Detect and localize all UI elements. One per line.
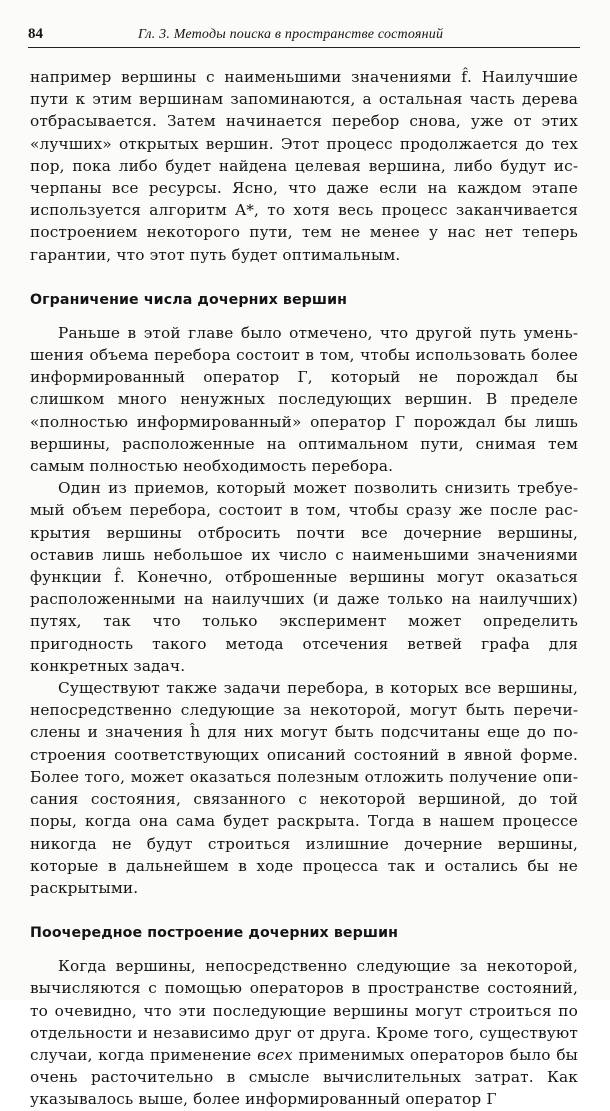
section-heading-sequential-children: Поочередное построение дочерних вершин — [30, 925, 399, 942]
header-rule — [28, 47, 580, 48]
paragraph — [30, 955, 578, 1110]
page-number: 84 — [28, 26, 43, 42]
emphasized-word: всех — [257, 1045, 293, 1064]
paragraph: Существуют также задачи перебора, в которых все вершины, непосредственно следующие за некоторой, могут быть перечислены и значения ĥ для них могут быть подсчитаны еще до построения соответствующих описаний состояний в явной форме. Более того, может оказаться полезным отложить получение описания состояния, связанного с некоторой вершиной, до той поры, когда она сама будет раскрыта. Тогда в нашем процессе никогда не будут строиться излишние дочерние вершины, которые в дальнейшем в ходе процесса так и остались бы не раскрытыми. — [30, 679, 578, 897]
spacer — [30, 266, 578, 290]
paragraph: Один из приемов, который может позволить снизить требуемый объем перебора, состоит в том, чтобы сразу же после раскрытия вершины отбросить почти все дочерние вершины, оставив лишь небольшое их число с наименьшими значениями функции f̂. Конечно, отброшенные вершины могут оказаться расположенными на наилучших (и даже только на наилучших) путях, так что только эксперимент может определить пригодность такого метода отсечения ветвей графа для конкретных задач. — [30, 479, 578, 675]
spacer — [30, 310, 578, 322]
paragraph-text: Когда вершины, непосредственно следующие за некоторой, вычисляются с помощью операторов в пространстве состояний, то очевидно, что эти последующие вершины могут строиться по отдельности и независимо друг от друга. Кроме того, существуют случаи, когда применение — [30, 957, 578, 1064]
section-heading-limit-children: Ограничение числа дочерних вершин — [30, 291, 348, 308]
paragraph-continued: например вершины с наименьшими значениями f̂. Наилучшие пути к этим вершинам запоминаются, а остальная часть дерева отбрасывается. Затем начинается перебор снова, уже от этих «лучших» открытых вершин. Этот процесс продолжается до тех пор, пока либо будет найдена целевая вершина, либо будут исчерпаны все ресурсы. Ясно, что даже если на каждом этапе используется алгоритм A*, то хотя весь процесс заканчивается построением некоторого пути, тем не менее у нас нет теперь гарантии, что этот путь будет оптимальным. — [30, 68, 578, 264]
paragraph-text: применимых операторов было бы очень расточительно в смысле вычислительных затрат. Как указывалось выше, более информированный оператор Г — [30, 1045, 578, 1109]
running-title: Гл. 3. Методы поиска в пространстве состояний — [138, 27, 444, 42]
page-body — [30, 66, 578, 1111]
running-head — [28, 26, 588, 48]
spacer — [30, 943, 578, 955]
spacer — [30, 899, 578, 923]
paragraph: Раньше в этой главе было отмечено, что другой путь уменьшения объема перебора состоит в том, чтобы использовать более информированный оператор Г, который не порождал бы слишком много ненужных последующих вершин. В пределе «полностью информированный» оператор Г порождал бы лишь вершины, расположенные на оптимальном пути, снимая тем самым полностью необходимость перебора. — [30, 323, 578, 476]
